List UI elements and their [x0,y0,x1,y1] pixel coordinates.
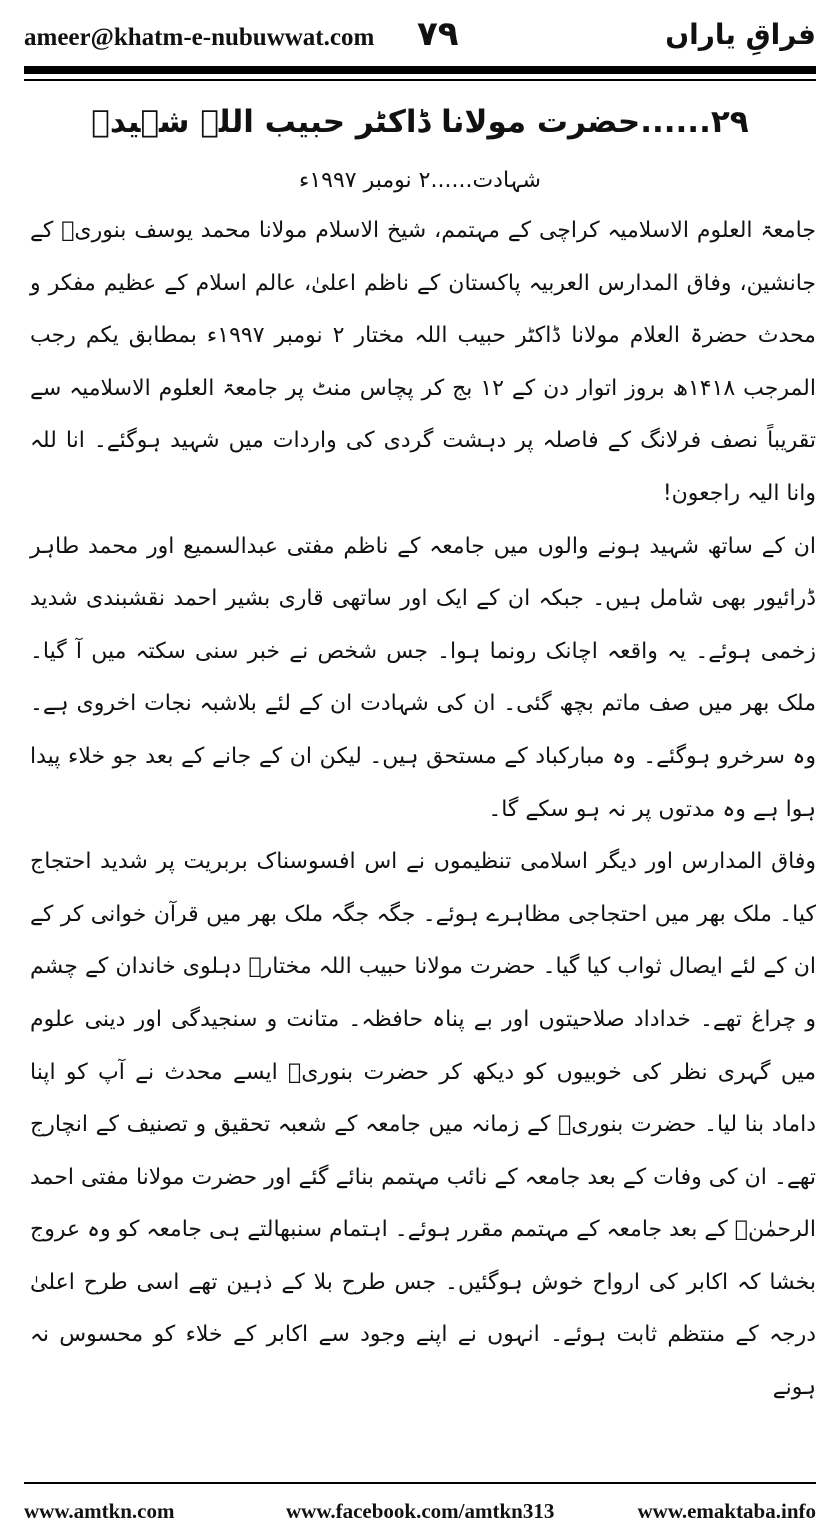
header-thick-rule [24,66,816,74]
page-header [24,14,816,60]
footer-link-emaktaba[interactable]: www.emaktaba.info [637,1499,816,1523]
paragraph-3: وفاق المدارس اور دیگر اسلامی تنظیموں نے اس افسوسناک بربریت پر شدید احتجاج کیا۔ ملک بھر میں احتجاجی مظاہرے ہوئے۔ جگہ جگہ ملک بھر میں قرآن خوانی کر کے ان کے لئے ایصال ثواب کیا گیا۔ حضرت مولانا حبیب اللہ مختارؒ دہلوی خاندان کے چشم و چراغ تھے۔ خداداد صلاحیتوں اور بے پناہ حافظہ۔ متانت و سنجیدگی اور دینی علوم میں گہری نظر کی خوبیوں کو دیکھ کر حضرت بنوریؒ ایسے محدث نے آپ کو اپنا داماد بنا لیا۔ حضرت بنوریؒ کے زمانہ میں جامعہ کے شعبہ تحقیق و تصنیف کے انچارج تھے۔ ان کی وفات کے بعد جامعہ کے نائب مہتمم بنائے گئے اور حضرت مولانا مفتی احمد الرحمٰنؒ کے بعد جامعہ کے مہتمم مقرر ہوئے۔ اہتمام سنبھالتے ہی جامعہ کو وہ عروج بخشا کہ اکابر کی ارواح خوش ہوگئیں۔ جس طرح بلا کے ذہین تھے اسی طرح اعلیٰ درجہ کے منتظم ثابت ہوئے۔ انہوں نے اپنے وجود سے اکابر کے خلاء کو محسوس نہ ہونے [30,849,816,1401]
page-number: ۷۹ [417,14,459,54]
chapter-title: ۲۹......حضرت مولانا ڈاکٹر حبیب اللہ شہیدؒ [91,104,749,140]
footer-link-amtkn[interactable]: www.amtkn.com [24,1499,175,1523]
article-body [30,205,816,1415]
footer-rule [24,1482,816,1484]
paragraph-2: ان کے ساتھ شہید ہونے والوں میں جامعہ کے ناظم مفتی عبدالسمیع اور محمد طاہر ڈرائیور بھی شامل ہیں۔ جبکہ ان کے ایک اور ساتھی قاری بشیر احمد نقشبندی شدید زخمی ہوئے۔ یہ واقعہ اچانک رونما ہوا۔ جس شخص نے خبر سنی سکتہ میں آ گیا۔ ملک بھر میں صف ماتم بچھ گئی۔ ان کی شہادت ان کے لئے بلاشبہ نجات اخروی ہے۔ وہ سرخرو ہوگئے۔ وہ مبارکباد کے مستحق ہیں۔ لیکن ان کے جانے کے بعد جو خلاء پیدا ہوا ہے وہ مدتوں پر نہ ہو سکے گا۔ [30,533,816,822]
book-title: فراقِ یاراں [665,18,816,51]
martyrdom-date: شہادت......۲ نومبر ۱۹۹۷ء [299,168,541,193]
header-email: ameer@khatm-e-nubuwwat.com [24,24,375,51]
page-footer [24,1495,816,1531]
footer-link-facebook[interactable]: www.facebook.com/amtkn313 [286,1499,555,1523]
header-thin-rule [24,79,816,81]
paragraph-1: جامعۃ العلوم الاسلامیہ کراچی کے مہتمم، شیخ الاسلام مولانا محمد یوسف بنوریؒ کے جانشین، وفاق المدارس العربیہ پاکستان کے ناظم اعلیٰ، عالم اسلام کے عظیم مفکر و محدث حضرۃ العلام مولانا ڈاکٹر حبیب اللہ مختار ۲ نومبر ۱۹۹۷ء بمطابق یکم رجب المرجب ۱۴۱۸ھ بروز اتوار دن کے ۱۲ بج کر پچاس منٹ پر جامعۃ العلوم الاسلامیہ سے تقریباً نصف فرلانگ کے فاصلہ پر دہشت گردی کی واردات میں شہید ہوگئے۔ انا للہ وانا الیہ راجعون! [30,218,816,506]
